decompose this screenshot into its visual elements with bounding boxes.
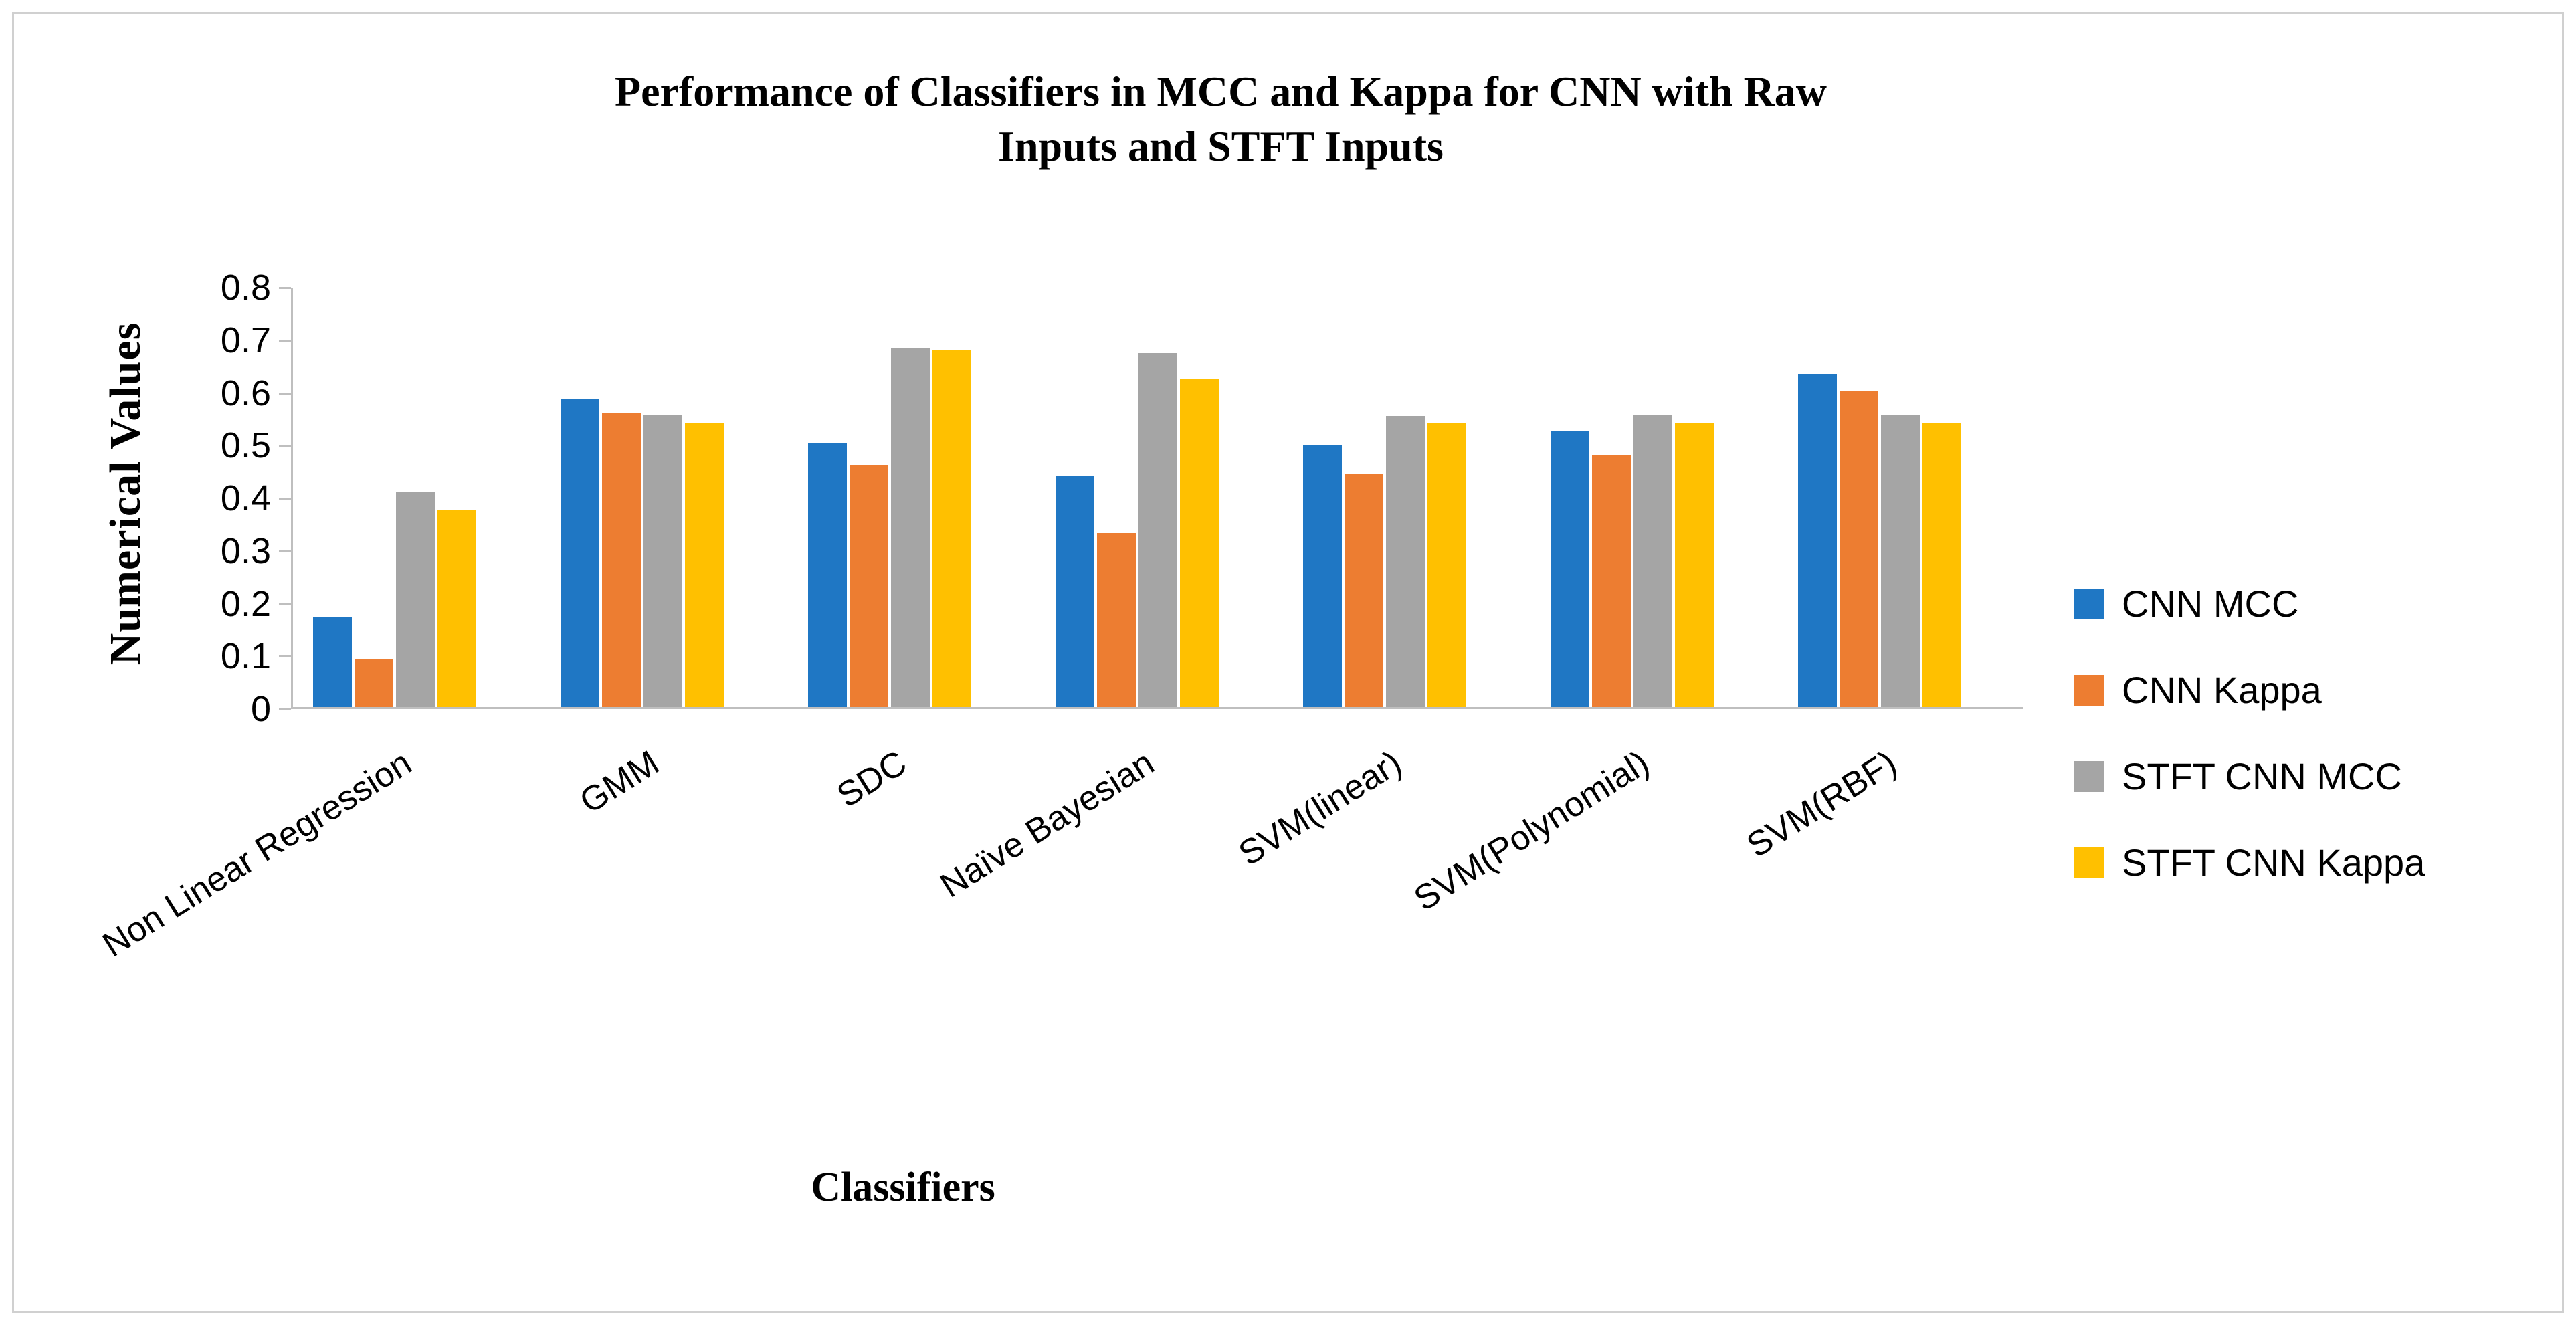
y-axis-tick-label: 0.1: [220, 636, 271, 677]
bar[interactable]: [1097, 533, 1136, 707]
bar-group: [1551, 286, 1714, 707]
bar-group: [1798, 286, 1961, 707]
bar-group: [313, 286, 476, 707]
x-axis-category-label: GMM: [573, 743, 666, 821]
x-axis-title: Classifiers: [811, 1164, 995, 1210]
bar[interactable]: [1138, 353, 1177, 707]
bar[interactable]: [1386, 416, 1425, 707]
bar[interactable]: [355, 659, 393, 707]
chart-title: [201, 64, 2241, 174]
y-axis-title: Numerical Values: [101, 322, 150, 666]
y-axis-tick-label: 0.2: [220, 583, 271, 624]
legend-swatch-icon: [2074, 847, 2104, 878]
x-axis-category-label: Naïve Bayesian: [933, 743, 1161, 906]
bar[interactable]: [1551, 431, 1589, 707]
y-axis-tick: [279, 445, 291, 447]
legend-label: CNN MCC: [2122, 583, 2299, 625]
bar[interactable]: [1303, 445, 1342, 707]
bar[interactable]: [1345, 474, 1383, 707]
y-axis-tick: [279, 287, 291, 289]
bar[interactable]: [685, 423, 724, 707]
x-axis-category-label: SVM(Polynomial): [1407, 743, 1656, 919]
bar[interactable]: [1798, 374, 1837, 707]
legend: [2074, 582, 2535, 927]
bar[interactable]: [850, 465, 888, 707]
x-axis-category-label: Non Linear Regression: [96, 743, 419, 965]
bar[interactable]: [1922, 423, 1961, 707]
y-axis-tick-label: 0.7: [220, 320, 271, 361]
bar[interactable]: [561, 399, 599, 707]
bar[interactable]: [1056, 476, 1094, 708]
bar-group: [808, 286, 971, 707]
bar[interactable]: [437, 510, 476, 707]
x-axis-category-label: SVM(RBF): [1740, 743, 1904, 865]
bar[interactable]: [1840, 391, 1878, 708]
bar[interactable]: [313, 617, 352, 707]
bar[interactable]: [932, 350, 971, 707]
chart-title-line-1: Performance of Classifiers in MCC and Kappa for CNN with Raw: [615, 68, 1827, 115]
y-axis-tick-label: 0.5: [220, 425, 271, 466]
legend-label: CNN Kappa: [2122, 669, 2322, 711]
y-axis-tick: [279, 393, 291, 395]
y-axis-tick: [279, 340, 291, 342]
bar[interactable]: [643, 415, 682, 707]
bar[interactable]: [1592, 455, 1631, 707]
y-axis-tick: [279, 655, 291, 657]
bar[interactable]: [1675, 423, 1714, 707]
legend-swatch-icon: [2074, 761, 2104, 792]
bar[interactable]: [602, 413, 641, 707]
bar[interactable]: [891, 348, 930, 707]
legend-item[interactable]: [2074, 582, 2535, 625]
x-axis-category-label: SVM(linear): [1231, 743, 1409, 874]
bar[interactable]: [1180, 379, 1219, 707]
bar-group: [1056, 286, 1219, 707]
legend-item[interactable]: [2074, 754, 2535, 798]
y-axis-tick-label: 0.3: [220, 530, 271, 571]
bar[interactable]: [1427, 423, 1466, 707]
legend-label: STFT CNN MCC: [2122, 755, 2402, 797]
bar[interactable]: [1881, 415, 1920, 707]
x-axis-line: [291, 707, 2023, 709]
y-axis-tick-label: 0: [250, 689, 271, 729]
bar-group: [1303, 286, 1466, 707]
legend-swatch-icon: [2074, 675, 2104, 706]
y-axis-tick: [279, 550, 291, 552]
chart-title-line-2: Inputs and STFT Inputs: [998, 122, 1444, 170]
y-axis-tick: [279, 708, 291, 710]
legend-swatch-icon: [2074, 589, 2104, 619]
y-axis-tick-labels: [124, 268, 271, 729]
y-axis-tick: [279, 498, 291, 500]
y-axis-tick: [279, 603, 291, 605]
legend-item[interactable]: [2074, 668, 2535, 712]
y-axis-line: [291, 288, 293, 709]
bar[interactable]: [1633, 415, 1672, 707]
legend-item[interactable]: [2074, 841, 2535, 884]
bar[interactable]: [396, 492, 435, 707]
x-axis-category-label: SDC: [830, 743, 914, 815]
bar-group: [561, 286, 724, 707]
y-axis-tick-label: 0.6: [220, 373, 271, 413]
legend-label: STFT CNN Kappa: [2122, 841, 2425, 884]
y-axis-tick-label: 0.8: [220, 268, 271, 308]
y-axis-tick-label: 0.4: [220, 478, 271, 518]
bar[interactable]: [808, 443, 847, 707]
